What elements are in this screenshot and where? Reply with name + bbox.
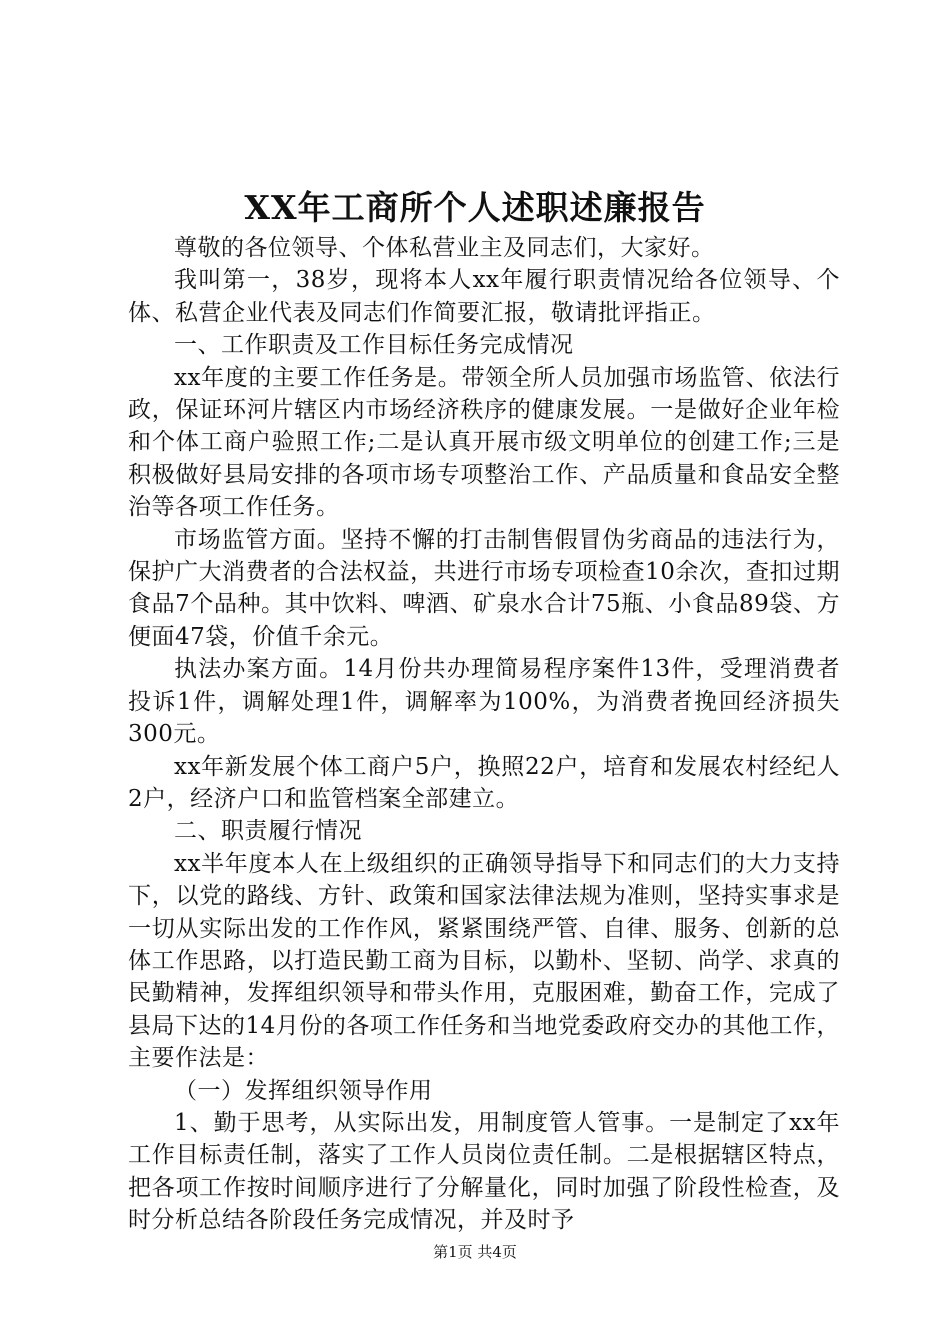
body-paragraph: xx年新发展个体工商户5户，换照22户，培育和发展农村经纪人2户，经济户口和监管档案全部建立。 bbox=[128, 753, 840, 812]
page-number-footer: 第1页 共4页 bbox=[433, 1243, 517, 1261]
body-paragraph: 执法办案方面。14月份共办理简易程序案件13件，受理消费者投诉1件，调解处理1件，调解率为100%，为消费者挽回经济损失300元。 bbox=[128, 656, 840, 748]
body-paragraph: 市场监管方面。坚持不懈的打击制售假冒伪劣商品的违法行为，保护广大消费者的合法权益，共进行市场专项检查10余次，查扣过期食品7个品种。其中饮料、啤酒、矿泉水合计75瓶、小食品89袋、方便面47袋，价值千余元。 bbox=[128, 526, 840, 650]
document-body bbox=[128, 232, 840, 1237]
subsection-heading: （一）发挥组织领导作用 bbox=[174, 1077, 433, 1104]
body-paragraph: xx半年度本人在上级组织的正确领导指导下和同志们的大力支持下，以党的路线、方针、政策和国家法律法规为准则，坚持实事求是一切从实际出发的工作作风，紧紧围绕严管、自律、服务、创新的总体工作思路，以打造民勤工商为目标，以勤朴、坚韧、尚学、求真的民勤精神，发挥组织领导和带头作用，克服困难，勤奋工作，完成了县局下达的14月份的各项工作任务和当地党委政府交办的其他工作，主要作法是： bbox=[128, 850, 840, 1072]
intro-paragraph: 我叫第一，38岁，现将本人xx年履行职责情况给各位领导、个体、私营企业代表及同志们作简要汇报，敬请批评指正。 bbox=[128, 267, 840, 326]
document-title: XX年工商所个人述职述廉报告 bbox=[244, 188, 706, 227]
section-heading-2: 二、职责履行情况 bbox=[174, 818, 362, 845]
body-paragraph: xx年度的主要工作任务是。带领全所人员加强市场监管、依法行政，保证环河片辖区内市场经济秩序的健康发展。一是做好企业年检和个体工商户验照工作;二是认真开展市级文明单位的创建工作;三是积极做好县局安排的各项市场专项整治工作、产品质量和食品安全整治等各项工作任务。 bbox=[128, 364, 840, 521]
section-heading-1: 一、工作职责及工作目标任务完成情况 bbox=[174, 332, 574, 359]
body-paragraph: 1、勤于思考，从实际出发，用制度管人管事。一是制定了xx年工作目标责任制，落实了工作人员岗位责任制。二是根据辖区特点，把各项工作按时间顺序进行了分解量化，同时加强了阶段性检查，及时分析总结各阶段任务完成情况，并及时予 bbox=[128, 1109, 840, 1234]
greeting-paragraph: 尊敬的各位领导、个体私营业主及同志们，大家好。 bbox=[174, 235, 715, 261]
